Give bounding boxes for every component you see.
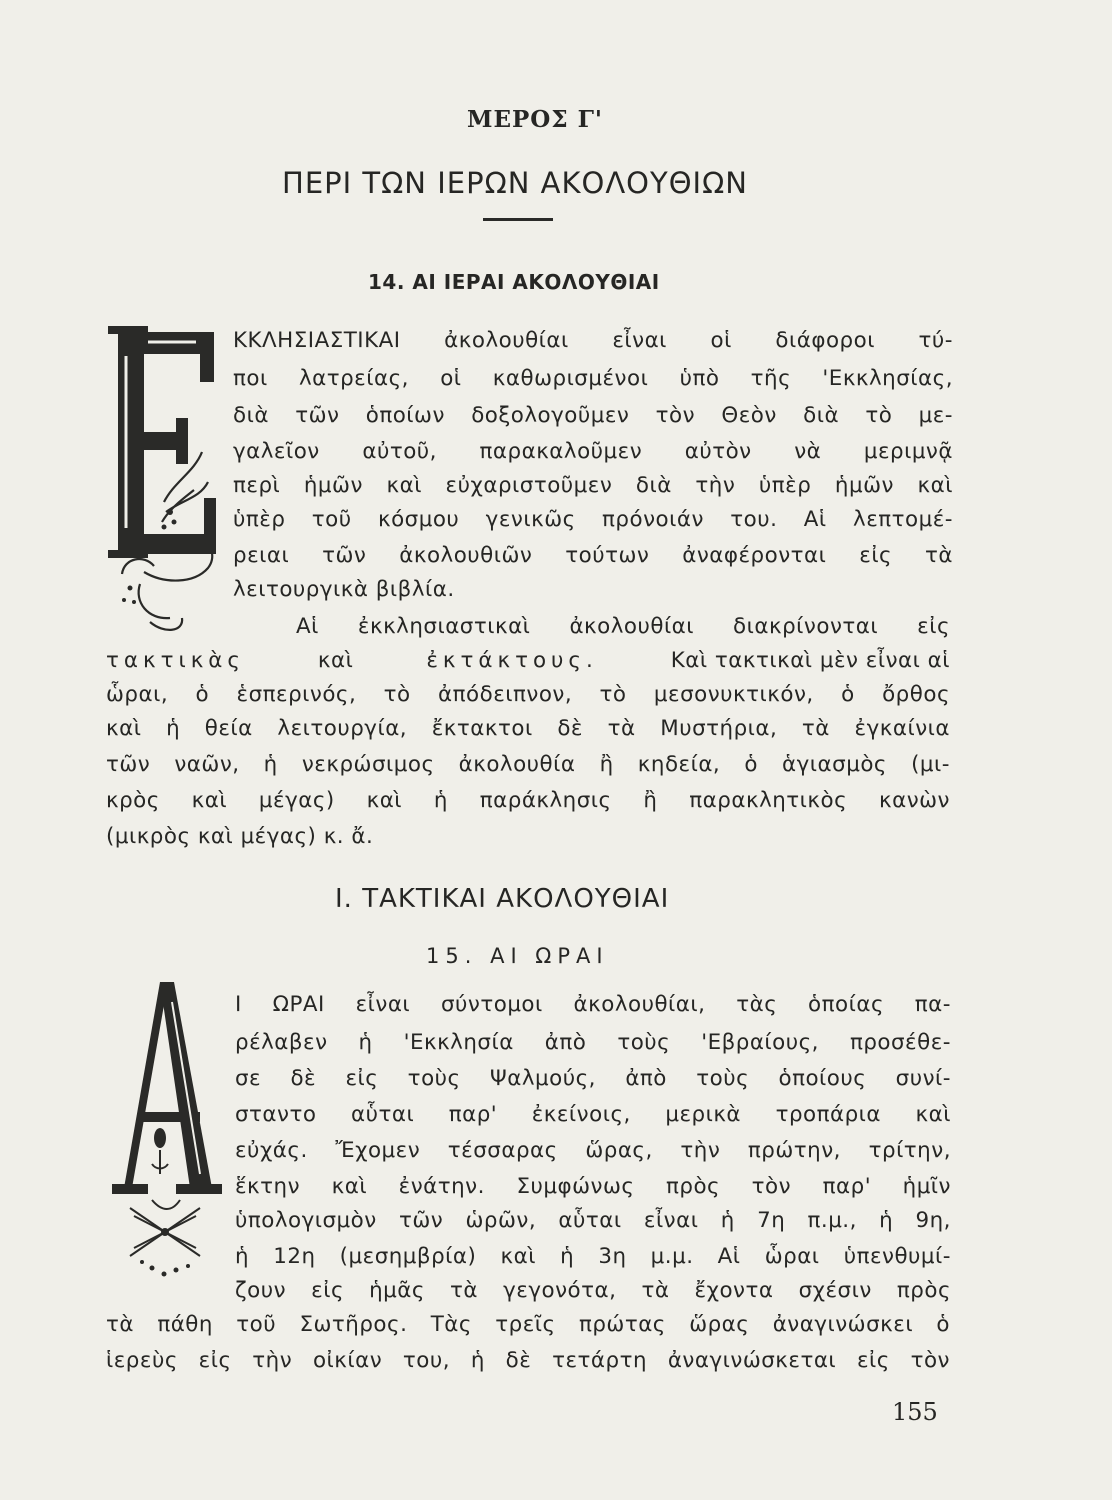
section-14-line-8: λειτουργικὰ βιβλία. <box>233 577 455 602</box>
drop-cap-e-ornament <box>104 322 224 642</box>
section-I-heading: Ι. ΤΑΚΤΙΚΑΙ ΑΚΟΛΟΥΘΙΑΙ <box>335 884 670 914</box>
section-15-line-2: ρέλαβεν ἡ 'Εκκλησία ἀπὸ τοὺς 'Εβραίους, προσέθε- <box>235 1030 951 1055</box>
section-14-para2-line-4: καὶ ἡ θεία λειτουργία, ἔκτακτοι δὲ τὰ Μυστήρια, τὰ ἐγκαίνια <box>106 716 950 741</box>
drop-cap-a-ornament <box>112 978 222 1288</box>
section-15-line-8: ἡ 12η (μεσημβρία) καὶ ἡ 3η μ.μ. Αἱ ὧραι ὑπενθυμί- <box>235 1244 951 1269</box>
section-14-line-7: ρειαι τῶν ἀκολουθιῶν τούτων ἀναφέρονται εἰς τὰ <box>233 543 953 568</box>
para2-line-2-rest: Καὶ τακτικαὶ μὲν εἶναι αἱ <box>670 648 950 673</box>
term-ektaktous: ἐκτάκτους. <box>426 648 598 673</box>
page-number: 155 <box>892 1398 938 1426</box>
section-15-line-4: σταντο αὗται παρ' ἐκείνοις, μερικὰ τροπάρια καὶ <box>235 1102 951 1127</box>
word-kai: καὶ <box>317 648 354 673</box>
term-taktikas: τακτικὰς <box>106 648 245 673</box>
part-title: ΜΕΡΟΣ Γ' <box>467 106 603 133</box>
section-14-line-1: ΚΚΛΗΣΙΑΣΤΙΚΑΙ ἀκολουθίαι εἶναι οἱ διάφοροι τύ- <box>233 328 953 353</box>
section-14-para2-line-7: (μικρὸς καὶ μέγας) κ. ἄ. <box>106 824 374 849</box>
main-title: ΠΕΡΙ ΤΩΝ ΙΕΡΩΝ ΑΚΟΛΟΥΘΙΩΝ <box>282 166 748 200</box>
section-15-line-10: τὰ πάθη τοῦ Σωτῆρος. Τὰς τρεῖς πρώτας ὥρας ἀναγινώσκει ὁ <box>106 1312 950 1337</box>
title-divider <box>483 218 553 221</box>
section-15-line-5: εὐχάς. Ἔχομεν τέσσαρας ὥρας, τὴν πρώτην, τρίτην, <box>235 1138 951 1163</box>
section-14-para2-line-2 <box>106 644 950 678</box>
section-14-heading: 14. ΑΙ ΙΕΡΑΙ ΑΚΟΛΟΥΘΙΑΙ <box>368 270 660 294</box>
section-15-line-11: ἱερεὺς εἰς τὴν οἰκίαν του, ἡ δὲ τετάρτη ἀναγινώσκεται εἰς τὸν <box>106 1348 950 1373</box>
section-14-para2-line-1: Αἱ ἐκκλησιαστικαὶ ἀκολουθίαι διακρίνονται εἰς <box>296 614 950 639</box>
section-14-para2-line-5: τῶν ναῶν, ἡ νεκρώσιμος ἀκολουθία ἢ κηδεία, ὁ ἁγιασμὸς (μι- <box>106 752 950 777</box>
section-15-heading: 15. ΑΙ ΩΡΑΙ <box>426 944 609 968</box>
section-15-line-1: Ι ΩΡΑΙ εἶναι σύντομοι ἀκολουθίαι, τὰς ὁποίας πα- <box>235 992 951 1017</box>
section-14-line-3: διὰ τῶν ὁποίων δοξολογοῦμεν τὸν Θεὸν διὰ τὸ με- <box>233 403 953 428</box>
section-15-line-3: σε δὲ εἰς τοὺς Ψαλμούς, ἀπὸ τοὺς ὁποίους συνί- <box>235 1066 951 1091</box>
section-14-para2-line-3: ὧραι, ὁ ἑσπερινός, τὸ ἀπόδειπνον, τὸ μεσονυκτικόν, ὁ ὄρθος <box>106 682 950 707</box>
section-14-line-4: γαλεῖον αὐτοῦ, παρακαλοῦμεν αὐτὸν νὰ μεριμνᾷ <box>233 439 953 464</box>
section-15-line-9: ζουν εἰς ἡμᾶς τὰ γεγονότα, τὰ ἔχοντα σχέσιν πρὸς <box>235 1278 951 1303</box>
section-15-line-6: ἕκτην καὶ ἐνάτην. Συμφώνως πρὸς τὸν παρ' ἡμῖν <box>235 1174 951 1199</box>
section-15-line-7: ὑπολογισμὸν τῶν ὡρῶν, αὗται εἶναι ἡ 7η π.μ., ἡ 9η, <box>235 1208 951 1233</box>
section-14-line-5: περὶ ἡμῶν καὶ εὐχαριστοῦμεν διὰ τὴν ὑπὲρ ἡμῶν καὶ <box>233 473 953 498</box>
section-14-para2-line-6: κρὸς καὶ μέγας) καὶ ἡ παράκλησις ἢ παρακλητικὸς κανὼν <box>106 788 950 813</box>
section-14-line-6: ὑπὲρ τοῦ κόσμου γενικῶς πρόνοιάν του. Αἱ λεπτομέ- <box>233 507 953 532</box>
section-14-line-2: ποι λατρείας, οἱ καθωρισμένοι ὑπὸ τῆς 'Εκκλησίας, <box>233 366 953 391</box>
